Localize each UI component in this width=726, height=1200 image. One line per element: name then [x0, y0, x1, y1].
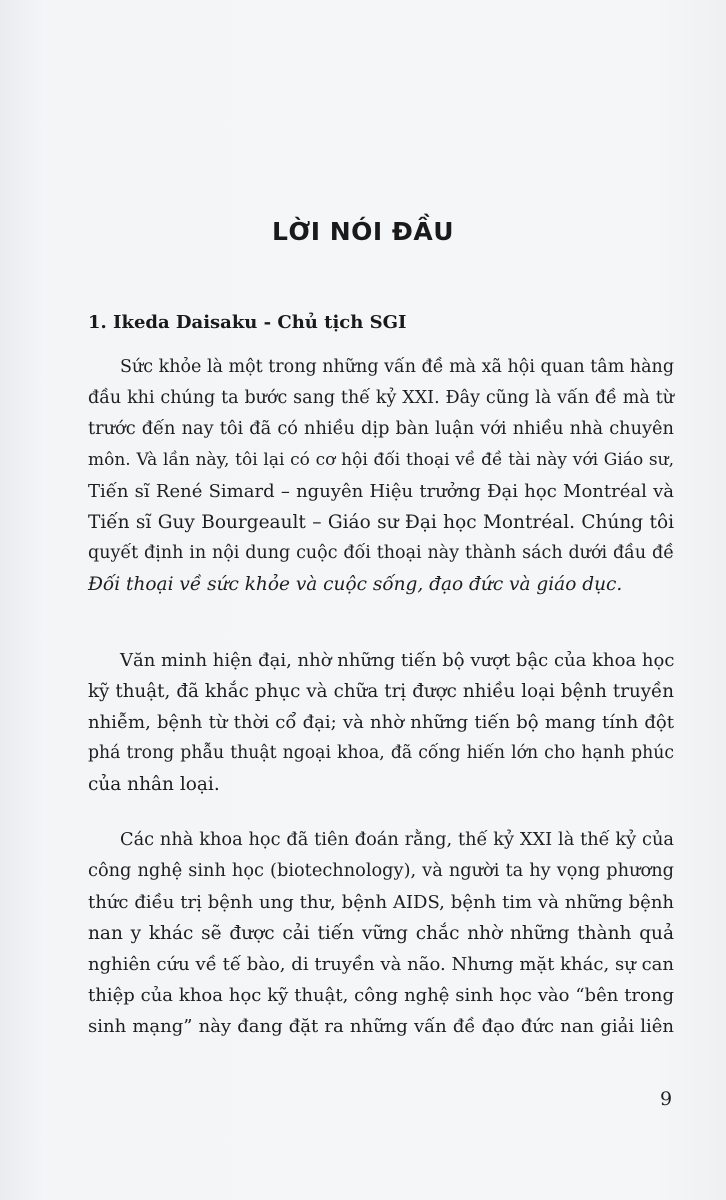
- text-line: thức điều trị bệnh ung thư, bệnh AIDS, bệnh tim và những bệnh: [88, 892, 674, 913]
- text-line: sinh mạng” này đang đặt ra những vấn đề đạo đức nan giải liên: [88, 1016, 674, 1037]
- text-line: môn. Và lần này, tôi lại có cơ hội đối thoại về đề tài này với Giáo sư,: [88, 450, 674, 470]
- text-line: phá trong phẫu thuật ngoại khoa, đã cống hiến lớn cho hạnh phúc: [88, 743, 674, 763]
- text-line: Sức khỏe là một trong những vấn đề mà xã hội quan tâm hàng: [120, 357, 675, 377]
- text-line: thiệp của khoa học kỹ thuật, công nghệ sinh học vào “bên trong: [88, 985, 674, 1006]
- text-line: trước đến nay tôi đã có nhiều dịp bàn luận với nhiều nhà chuyên: [88, 419, 674, 439]
- text-line: đầu khi chúng ta bước sang thế kỷ XXI. Đây cũng là vấn đề mà từ: [88, 388, 674, 408]
- paragraph-1: [88, 352, 674, 600]
- text-line: Tiến sĩ René Simard – nguyên Hiệu trưởng Đại học Montréal và: [88, 481, 674, 502]
- text-line: nghiên cứu về tế bào, di truyền và não. Nhưng mặt khác, sự can: [88, 954, 674, 975]
- text-line: nan y khác sẽ được cải tiến vững chắc nhờ những thành quả: [88, 923, 674, 944]
- text-line: Tiến sĩ Guy Bourgeault – Giáo sư Đại học Montréal. Chúng tôi: [88, 512, 674, 533]
- page-number: 9: [660, 1088, 673, 1110]
- text-line: quyết định in nội dung cuộc đối thoại này thành sách dưới đầu đề: [88, 543, 674, 563]
- text-line: nhiễm, bệnh từ thời cổ đại; và nhờ những tiến bộ mang tính đột: [88, 712, 674, 733]
- text-line: công nghệ sinh học (biotechnology), và người ta hy vọng phương: [88, 861, 674, 881]
- section-heading: 1. Ikeda Daisaku - Chủ tịch SGI: [88, 312, 407, 333]
- page-title: LỜI NÓI ĐẦU: [271, 217, 455, 246]
- text-line: Văn minh hiện đại, nhờ những tiến bộ vượt bậc của khoa học: [120, 650, 675, 671]
- text-line: của nhân loại.: [88, 774, 220, 795]
- paragraph-2: [88, 645, 674, 800]
- text-line: Các nhà khoa học đã tiên đoán rằng, thế kỷ XXI là thế kỷ của: [120, 830, 674, 850]
- paragraph-3: [88, 825, 674, 1042]
- book-title-italic: Đối thoại về sức khỏe và cuộc sống, đạo đức và giáo dục.: [88, 574, 623, 595]
- text-line: kỹ thuật, đã khắc phục và chữa trị được nhiều loại bệnh truyền: [88, 681, 674, 702]
